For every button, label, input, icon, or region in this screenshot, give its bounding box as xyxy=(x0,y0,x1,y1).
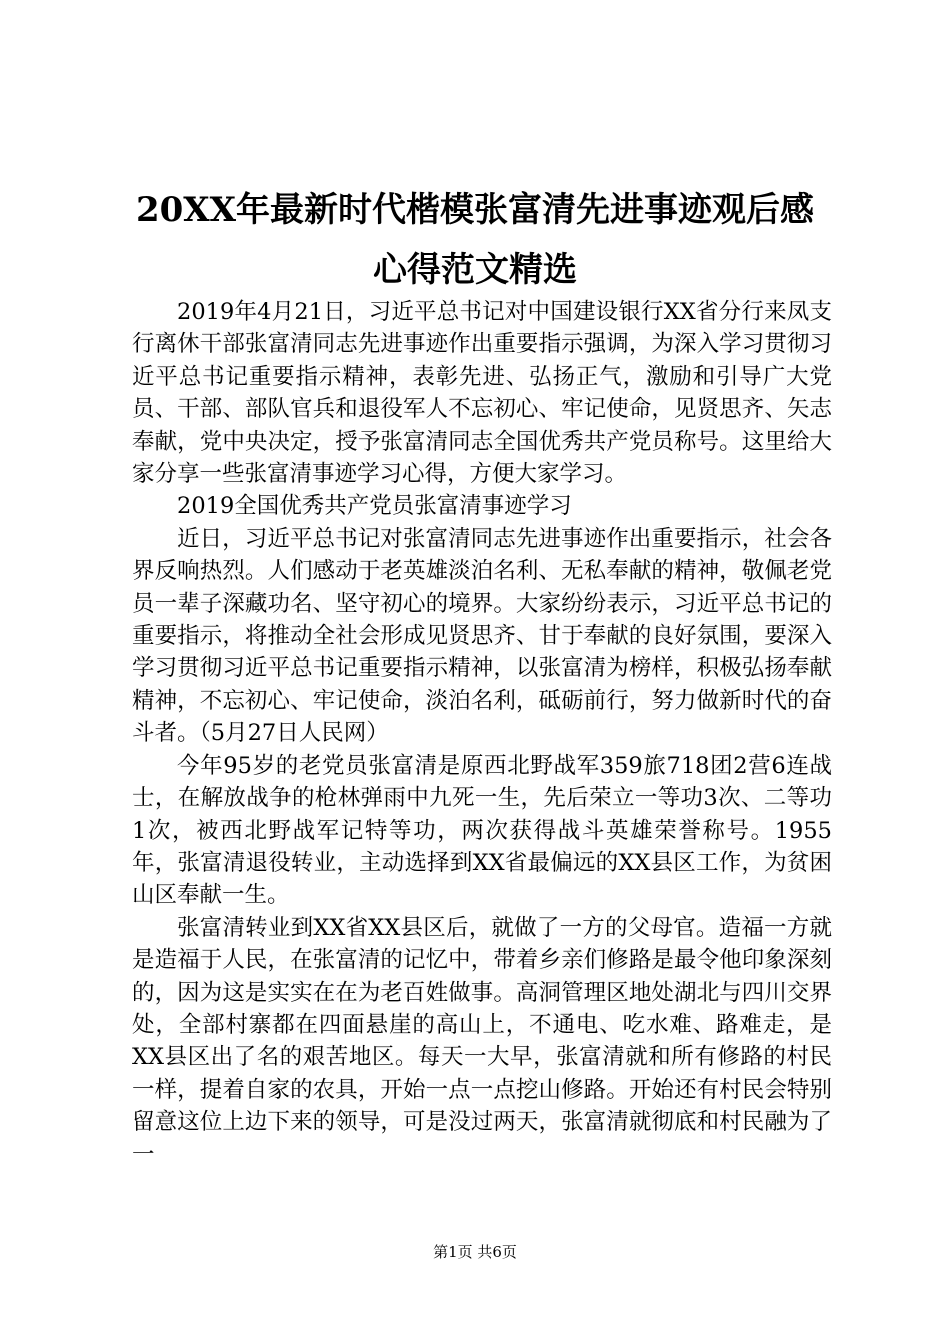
page-number-footer: 第1页 共6页 xyxy=(433,1243,517,1261)
document-title-line-1: 20XX年最新时代楷模张富清先进事迹观后感 xyxy=(135,190,815,230)
document-title-line-2: 心得范文精选 xyxy=(373,250,577,290)
body-paragraph: 今年95岁的老党员张富清是原西北野战军359旅718团2营6连战士，在解放战争的枪林弹雨中九死一生，先后荣立一等功3次、二等功1次，被西北野战军记特等功，两次获得战斗英雄荣誉称号。1955年，张富清退役转业，主动选择到XX省最偏远的XX县区工作，为贫困山区奉献一生。 xyxy=(132,752,832,909)
intro-paragraph: 2019年4月21日，习近平总书记对中国建设银行XX省分行来凤支行离休干部张富清同志先进事迹作出重要指示强调，为深入学习贯彻习近平总书记重要指示精神，表彰先进、弘扬正气，激励和引导广大党员、干部、部队官兵和退役军人不忘初心、牢记使命，见贤思齐、矢志奉献，党中央决定，授予张富清同志全国优秀共产党员称号。这里给大家分享一些张富清事迹学习心得，方便大家学习。 xyxy=(132,299,832,488)
body-paragraph: 张富清转业到XX省XX县区后，就做了一方的父母官。造福一方就是造福于人民，在张富清的记忆中，带着乡亲们修路是最令他印象深刻的，因为这是实实在在为老百姓做事。高洞管理区地处湖北与四川交界处，全部村寨都在四面悬崖的高山上，不通电、吃水难、路难走，是XX县区出了名的艰苦地区。每天一大早，张富清就和所有修路的村民一样，提着自家的农具，开始一点一点挖山修路。开始还有村民会特别留意这位上边下来的领导，可是没过两天，张富清就彻底和村民融为了一 xyxy=(132,914,832,1168)
body-paragraph: 近日，习近平总书记对张富清同志先进事迹作出重要指示，社会各界反响热烈。人们感动于老英雄淡泊名利、无私奉献的精神，敬佩老党员一辈子深藏功名、坚守初心的境界。大家纷纷表示，习近平总书记的重要指示，将推动全社会形成见贤思齐、甘于奉献的良好氛围，要深入学习贯彻习近平总书记重要指示精神，以张富清为榜样，积极弘扬奉献精神，不忘初心、牢记使命，淡泊名利，砥砺前行，努力做新时代的奋斗者。（5月27日人民网） xyxy=(132,525,832,747)
document-body xyxy=(132,296,832,1171)
section-subheading: 2019全国优秀共产党员张富清事迹学习 xyxy=(177,493,572,520)
